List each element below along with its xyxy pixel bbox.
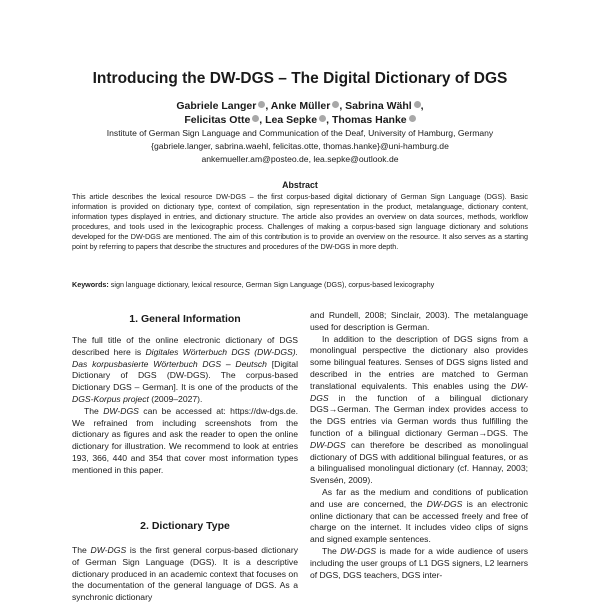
author-name: Sabrina Wähl — [345, 100, 412, 112]
paragraph: and Rundell, 2008; Sinclair, 2003). The metalanguage used for description is German. — [310, 310, 528, 332]
section-2-heading: 2. Dictionary Type — [140, 520, 230, 532]
section-1-body — [72, 335, 298, 477]
paper-title: Introducing the DW-DGS – The Digital Dictionary of DGS — [92, 70, 508, 87]
author-line-2: Felicitas Otte , Lea Sepke , Thomas Hanke — [0, 114, 600, 126]
paragraph: The full title of the online electronic dictionary of DGS described here is Digitales Wörterbuch DGS (DW-DGS). Das korpusbasierte Wörterbuch DGS – Deutsch [Digital Dictionary of DGS (DW-DGS). The corpus-based Dictionary DGS – German]. It is one of the products of the DGS-Korpus project (2009–2027). — [72, 335, 298, 404]
author-name: Lea Sepke — [265, 114, 318, 126]
affiliation: Institute of German Sign Language and Communication of the Deaf, University of Hamburg, Germany — [106, 128, 494, 138]
author-name: Gabriele Langer — [176, 100, 257, 112]
orcid-icon[interactable] — [409, 115, 416, 122]
paragraph: The DW-DGS is the first general corpus-based dictionary of German Sign Language (DGS). It is a descriptive dictionary produced in an academic context that focuses on the documentation of the general language of DGS. As a synchronic dictionary — [72, 545, 298, 603]
abstract-text: This article describes the lexical resource DW-DGS – the first corpus-based digital dictionary of German Sign Language (DGS). Basic information is provided on dictionary type, context of compilation, sign representation in the product, metalanguage, dictionary content, information types displayed in entries, and dictionary structure. The article also provides an overview on data sources, methods, workflow procedures, and tools used in the lexicographic process. Challenges of making a corpus-based sign language dictionary and solutions developed for the DW-DGS are mentioned. The aim of this contribution is to provide an overview on the resource. It also serves as a starting point by referring to papers that describe the structures and procedures of the DW-DGS in more depth. — [72, 192, 528, 251]
keywords-text: sign language dictionary, lexical resource, German Sign Language (DGS), corpus-based lexicography — [110, 280, 435, 289]
orcid-icon[interactable] — [414, 101, 421, 108]
author-name: Felicitas Otte — [184, 114, 251, 126]
keywords-label: Keywords: — [72, 280, 109, 289]
paragraph: The DW-DGS can be accessed at: https://dw-dgs.de. We refrained from including screenshots from the dictionary as figures and ask the reader to open the online dictionary for illustration. We recommend to look at entries 193, 366, 440 and 354 that cover most information types mentioned in this paper. — [72, 405, 298, 475]
orcid-icon[interactable] — [252, 115, 259, 122]
paragraph: In addition to the description of DGS signs from a monolingual perspective the dictionary also provides some bilingual features. Senses of DGS signs listed and described in the entries are matched to German translational equivalents. This enables using the DW-DGS in the function of a bilingual dictionary DGS→German. The German index provides access to the DGS entries via German words thus fulfilling the function of a bilingual dictionary German→DGS. The DW-DGS can therefore be described as monolingual dictionary of DGS with additional bilingual features, or as a bilingualised monolingual dictionary (cf. Hannay, 2003; Svensén, 2009). — [310, 333, 528, 486]
paragraph: As far as the medium and conditions of publication and use are concerned, the DW-DGS is an electronic online dictionary that can be accessed freely and free of charge on the internet. It includes video clips of signs and signed example sentences. — [310, 486, 528, 545]
orcid-icon[interactable] — [332, 101, 339, 108]
paragraph: The DW-DGS is made for a wide audience of users including the user groups of L1 DGS signers, L2 learners of DGS, DGS teachers, DGS inter- — [310, 545, 528, 580]
author-name: Thomas Hanke — [331, 114, 407, 126]
abstract-heading: Abstract — [282, 180, 318, 190]
keywords — [72, 280, 528, 290]
section-1-heading: 1. General Information — [129, 313, 241, 325]
author-name: Anke Müller — [270, 100, 331, 112]
email-line-2: ankemueller.am@posteo.de, lea.sepke@outlook.de — [201, 154, 399, 164]
author-line-1: Gabriele Langer , Anke Müller , Sabrina Wähl , — [176, 100, 424, 112]
orcid-icon[interactable] — [258, 101, 265, 108]
section-2-body — [72, 545, 298, 604]
right-column-body — [310, 310, 528, 581]
orcid-icon[interactable] — [319, 115, 326, 122]
email-line-1: {gabriele.langer, sabrina.waehl, felicitas.otte, thomas.hanke}@uni-hamburg.de — [151, 141, 449, 151]
